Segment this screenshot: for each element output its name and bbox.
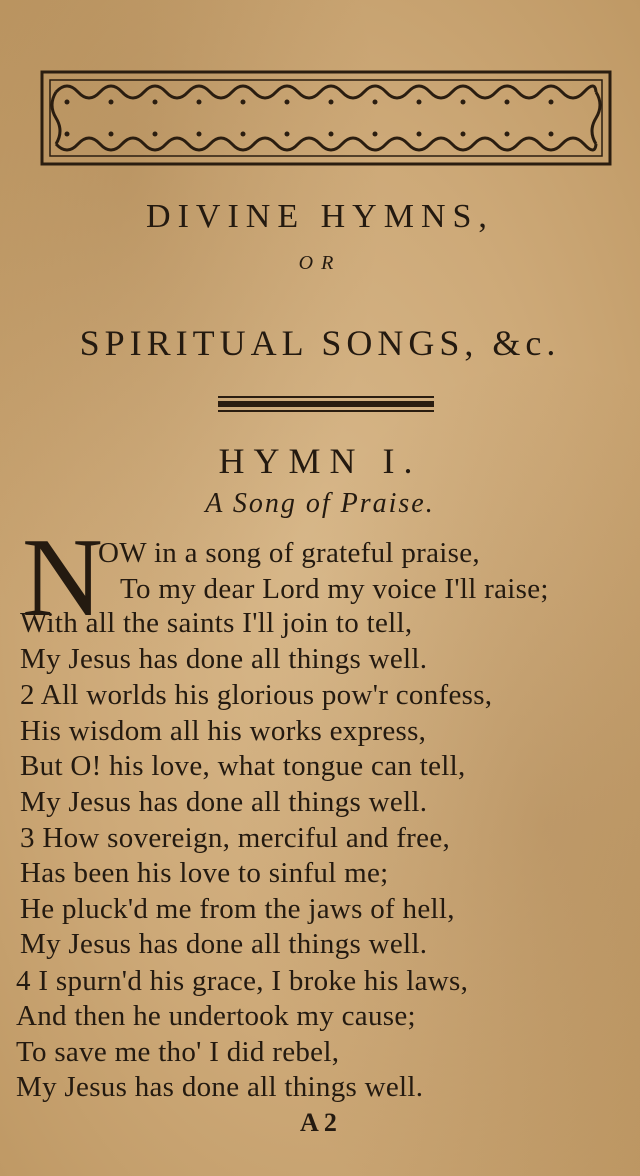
drop-cap: N xyxy=(22,516,103,640)
title-connector: OR xyxy=(298,252,342,274)
verse-line: My Jesus has done all things well. xyxy=(20,643,428,675)
ornament-band-graphic xyxy=(40,70,612,166)
verse-line: His wisdom all his works express, xyxy=(20,715,427,747)
double-rule-divider xyxy=(218,396,434,415)
verse-line: 2 All worlds his glorious pow'r confess, xyxy=(20,679,493,711)
verse-line: My Jesus has done all things well. xyxy=(20,928,428,960)
book-subtitle: SPIRITUAL SONGS, &c. xyxy=(79,323,561,363)
ornament-border xyxy=(40,70,612,166)
verse-line: OW in a song of grateful praise, xyxy=(98,537,480,569)
verse-line: And then he undertook my cause; xyxy=(16,1000,416,1032)
verse-line: With all the saints I'll join to tell, xyxy=(20,607,413,639)
book-title: DIVINE HYMNS, xyxy=(146,198,494,235)
verse-line: My Jesus has done all things well. xyxy=(16,1071,424,1103)
verse-line: 4 I spurn'd his grace, I broke his laws, xyxy=(16,965,469,997)
verse-line: Has been his love to sinful me; xyxy=(20,857,389,889)
verse-line: But O! his love, what tongue can tell, xyxy=(20,750,466,782)
verse-line: He pluck'd me from the jaws of hell, xyxy=(20,893,455,925)
verse-line: My Jesus has done all things well. xyxy=(20,786,428,818)
verse-line: To my dear Lord my voice I'll raise; xyxy=(120,573,549,605)
hymn-heading: HYMN I. xyxy=(218,441,422,481)
hymn-subtitle: A Song of Praise. xyxy=(205,488,435,519)
verse-line: To save me tho' I did rebel, xyxy=(16,1036,340,1068)
printer-signature-mark: A 2 xyxy=(300,1108,337,1137)
verse-line: 3 How sovereign, merciful and free, xyxy=(20,822,451,854)
